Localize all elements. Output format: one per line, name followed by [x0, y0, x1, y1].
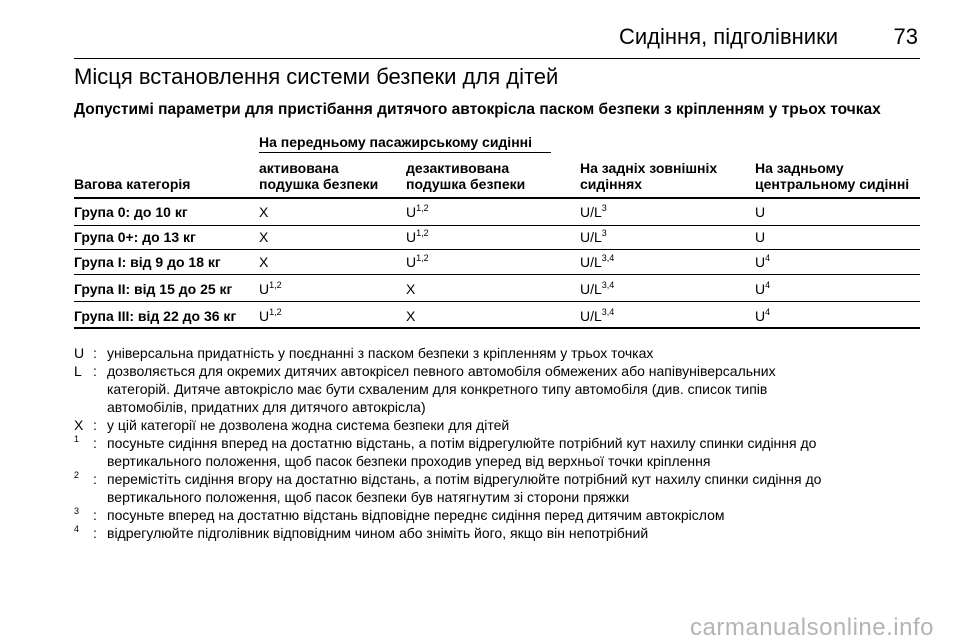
- row-0-rear-center: U: [755, 204, 766, 220]
- legend-text: [107, 506, 924, 524]
- legend-item: [74, 470, 924, 506]
- row-3-rear-outer: $U/L^{3,4}$: [580, 280, 615, 297]
- page-header: [0, 24, 918, 54]
- row-3-rear-center: $U^4$: [755, 280, 771, 297]
- section-title: Місця встановлення системи безпеки для дітей: [74, 64, 559, 89]
- legend-text-line: дозволяється для окремих дитячих автокрісел певного автомобіля обмежених або напівуніверсальних: [107, 363, 776, 379]
- row-4-rear-outer: $U/L^{3,4}$: [580, 307, 615, 324]
- row-1-rule: [74, 249, 920, 250]
- subsection-title: Допустимі параметри для пристібання дитячого автокрісла паском безпеки з кріпленням у трьох точках: [74, 101, 881, 118]
- legend-colon: :: [93, 345, 97, 361]
- group-header-rule: [259, 152, 551, 153]
- legend-text-line: універсальна придатність у поєднанні з паском безпеки з кріпленням у трьох точках: [107, 345, 654, 361]
- legend-text-line: посуньте вперед на достатню відстань відповідне переднє сидіння перед дитячим автокріслом: [107, 507, 725, 523]
- row-2-weight: Група I: від 9 до 18 кг: [74, 254, 221, 270]
- row-3-airbag-off: X: [406, 281, 416, 297]
- legend-item: [74, 344, 924, 362]
- legend-item: [74, 524, 924, 542]
- legend-colon: :: [93, 417, 97, 433]
- row-2-airbag-off: U$^{1,2}$: [406, 253, 429, 270]
- header-title: Сидіння, підголівники: [618, 24, 838, 49]
- row-0-rear-outer: $U/L^3$: [580, 203, 607, 220]
- row-4-airbag-off: X: [406, 308, 416, 324]
- legend-item: [74, 434, 924, 470]
- col-header-airbag-on-line1: активована: [259, 160, 339, 176]
- col-header-rear-outer-line1: На задніх зовнішніх: [580, 160, 718, 176]
- col-header-rear-center-line1: На задньому: [755, 160, 844, 176]
- legend-colon: :: [93, 435, 97, 451]
- row-1-rear-center: U: [755, 229, 766, 245]
- legend-colon: :: [93, 507, 97, 523]
- col-header-airbag-off-line2: подушка безпеки: [406, 176, 526, 192]
- legend-key: 3: [74, 506, 80, 516]
- row-0-weight: Група 0: до 10 кг: [74, 204, 188, 220]
- legend-item: [74, 362, 924, 416]
- row-1-airbag-on: X: [259, 229, 269, 245]
- col-header-rear-center-line2: центральному сидінні: [755, 176, 910, 192]
- legend-colon: :: [93, 525, 97, 541]
- watermark: carmanualsonline.info: [690, 614, 934, 641]
- legend-text-line: вертикального положення, щоб пасок безпеки проходив уперед від верхньої точки кріплення: [107, 453, 711, 469]
- row-2-airbag-on: X: [259, 254, 269, 270]
- row-4-rear-center: $U^4$: [755, 307, 771, 324]
- legend-key: 4: [74, 524, 80, 534]
- legend-text-line: перемістіть сидіння вгору на достатню відстань, а потім відрегулюйте потрібний кут нахилу спинки сидіння до: [107, 471, 822, 487]
- row-2-rear-center: $U^4$: [755, 253, 771, 270]
- row-4-airbag-on: U$^{1,2}$: [259, 307, 282, 324]
- row-3-rule: [74, 301, 920, 302]
- legend-text-line: у цій категорії не дозволена жодна система безпеки для дітей: [107, 417, 510, 433]
- legend-text: [107, 470, 924, 506]
- col-header-weight: Вагова категорія: [74, 176, 191, 192]
- legend-text: [107, 434, 924, 470]
- legend-text-line: відрегулюйте підголівник відповідним чином або зніміть його, якщо він непотрібний: [107, 525, 649, 541]
- legend-text-line: посуньте сидіння вперед на достатню відстань, а потім відрегулюйте потрібний кут нахилу спинки сидіння до: [107, 435, 817, 451]
- row-3-weight: Група II: від 15 до 25 кг: [74, 281, 233, 297]
- row-0-airbag-on: X: [259, 204, 269, 220]
- legend-text: [107, 362, 924, 416]
- row-4-weight: Група III: від 22 до 36 кг: [74, 308, 237, 324]
- legend-key: U: [74, 345, 85, 361]
- legend-colon: :: [93, 471, 97, 487]
- legend-colon: :: [93, 363, 97, 379]
- legend-text-line: автомобілів, придатних для дитячого автокрісла): [107, 399, 426, 415]
- legend-text: [107, 524, 924, 542]
- legend-key: X: [74, 417, 84, 433]
- legend-text-line: вертикального положення, щоб пасок безпеки був натягнутим зі сторони пряжки: [107, 489, 630, 505]
- legend-text: [107, 344, 924, 362]
- legend-key: 2: [74, 470, 80, 480]
- row-1-airbag-off: U$^{1,2}$: [406, 228, 429, 245]
- row-1-weight: Група 0+: до 13 кг: [74, 229, 196, 245]
- page-number: 73: [893, 24, 918, 49]
- table-header-rule: [74, 197, 920, 199]
- row-1-rear-outer: $U/L^3$: [580, 228, 607, 245]
- col-header-airbag-off-line1: дезактивована: [406, 160, 510, 176]
- row-0-rule: [74, 225, 920, 226]
- legend-text: [107, 416, 924, 434]
- legend-text-line: категорій. Дитяче автокрісло має бути схваленим для конкретного типу автомобіля (див. список типів: [107, 381, 768, 397]
- legend-key: L: [74, 363, 82, 379]
- row-2-rear-outer: $U/L^{3,4}$: [580, 253, 615, 270]
- header-rule: [74, 58, 920, 59]
- legend: [74, 344, 924, 542]
- row-3-airbag-on: U$^{1,2}$: [259, 280, 282, 297]
- col-header-rear-outer-line2: сидіннях: [580, 176, 643, 192]
- legend-item: [74, 416, 924, 434]
- row-0-airbag-off: U$^{1,2}$: [406, 203, 429, 220]
- legend-key: 1: [74, 434, 80, 444]
- group-header: На передньому пасажирському сидінні: [259, 134, 532, 150]
- table-bottom-rule: [74, 327, 920, 329]
- col-header-airbag-on-line2: подушка безпеки: [259, 176, 379, 192]
- legend-item: [74, 506, 924, 524]
- row-2-rule: [74, 274, 920, 275]
